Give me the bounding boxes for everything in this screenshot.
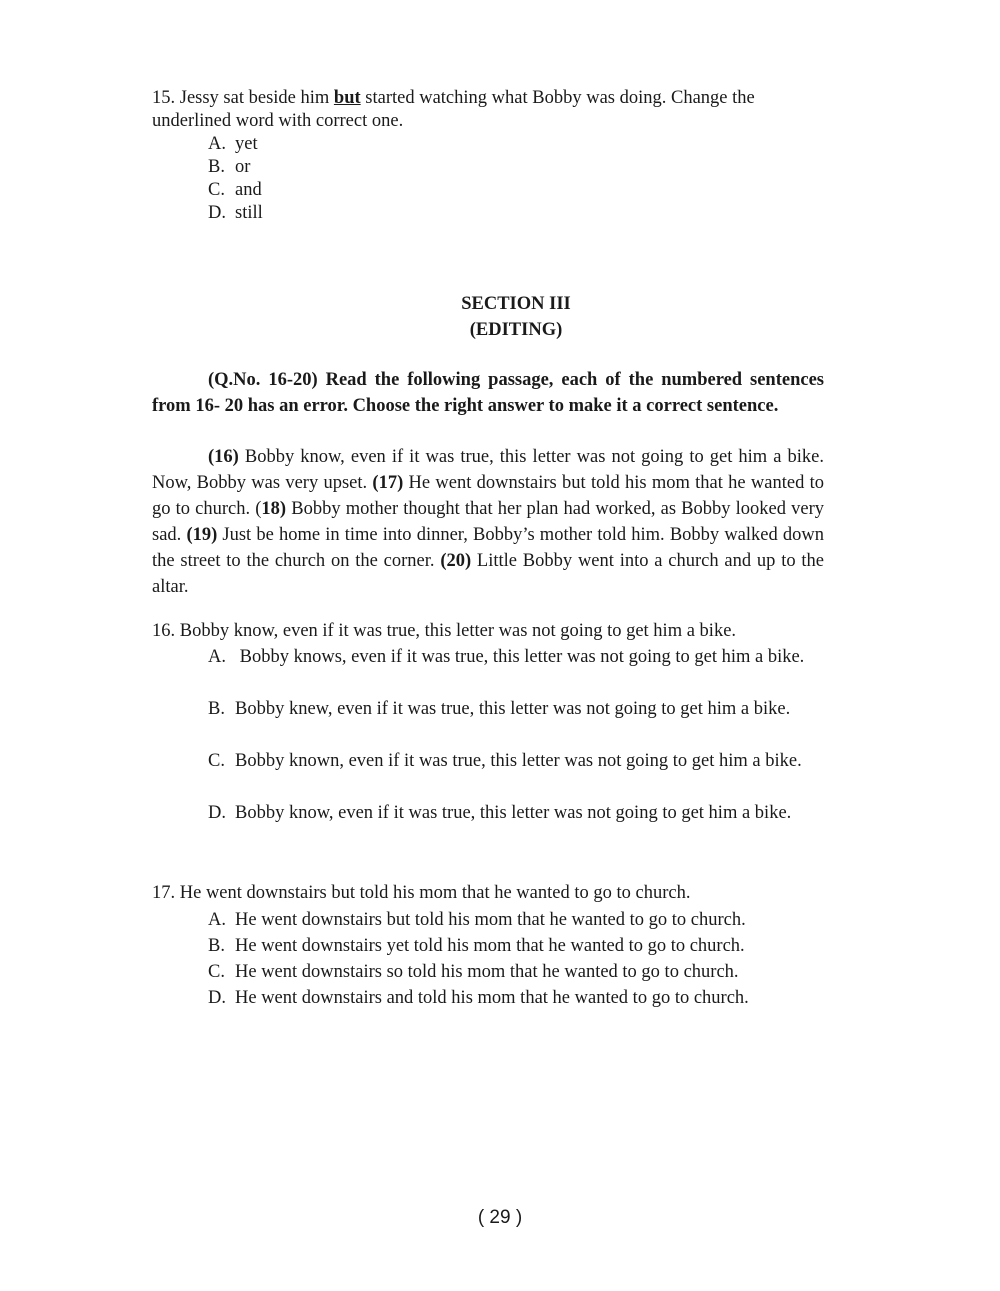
marker-19: (19) (186, 525, 218, 545)
q16-option-c[interactable]: C. Bobby known, even if it was true, this letter was not going to get him a bike. (208, 751, 802, 771)
q17-option-d[interactable]: D. He went downstairs and told his mom that he wanted to go to church. (208, 988, 749, 1008)
marker-16: (16) (208, 447, 239, 467)
q15-option-d[interactable]: D. still (208, 203, 263, 223)
stem-suffix: started watching what Bobby was doing. Change the underlined word with correct one. (152, 88, 755, 131)
passage: (16) Bobby know, even if it was true, this letter was not going to get him a bike. Now, Bobby was very upset. (17) He went downstairs but told his mom that he wanted to go to church. (18) Bobby mother thought that her plan had worked, as Bobby looked very sad. (19) Just be home in time into dinner, Bobby’s mother told him. Bobby walked down the street to the church on the corner. (20) Little Bobby went into a church and up to the altar. (152, 447, 824, 597)
section-subtitle: (EDITING) (469, 320, 563, 340)
q15-option-c[interactable]: C. and (208, 180, 262, 200)
q15-option-a[interactable]: A. yet (208, 134, 258, 154)
section-title: SECTION III (461, 294, 571, 314)
question-17-stem: 17. He went downstairs but told his mom that he wanted to go to church. (152, 883, 691, 903)
page-number: ( 29 ) (477, 1207, 523, 1228)
q15-option-b[interactable]: B. or (208, 157, 251, 177)
q16-option-a[interactable]: A. Bobby knows, even if it was true, this letter was not going to get him a bike. (208, 647, 805, 667)
instructions: (Q.No. 16-20) Read the following passage, each of the numbered sentences from 16- 20 has an error. Choose the right answer to make it a correct sentence. (152, 370, 824, 416)
q16-option-d[interactable]: D. Bobby know, even if it was true, this letter was not going to get him a bike. (208, 803, 792, 823)
marker-17: (17) (372, 473, 404, 493)
question-15-stem (152, 87, 827, 133)
q17-option-b[interactable]: B. He went downstairs yet told his mom that he wanted to go to church. (208, 936, 745, 956)
q17-option-c[interactable]: C. He went downstairs so told his mom that he wanted to go to church. (208, 962, 739, 982)
q17-option-a[interactable]: A. He went downstairs but told his mom that he wanted to go to church. (208, 910, 746, 930)
marker-18: 18) (261, 499, 287, 519)
stem-prefix: 15. Jessy sat beside him (152, 88, 334, 108)
question-16-stem: 16. Bobby know, even if it was true, this letter was not going to get him a bike. (152, 621, 737, 641)
marker-20: (20) (440, 551, 472, 571)
q16-option-b[interactable]: B. Bobby knew, even if it was true, this letter was not going to get him a bike. (208, 699, 791, 719)
underlined-word: but (333, 88, 361, 108)
